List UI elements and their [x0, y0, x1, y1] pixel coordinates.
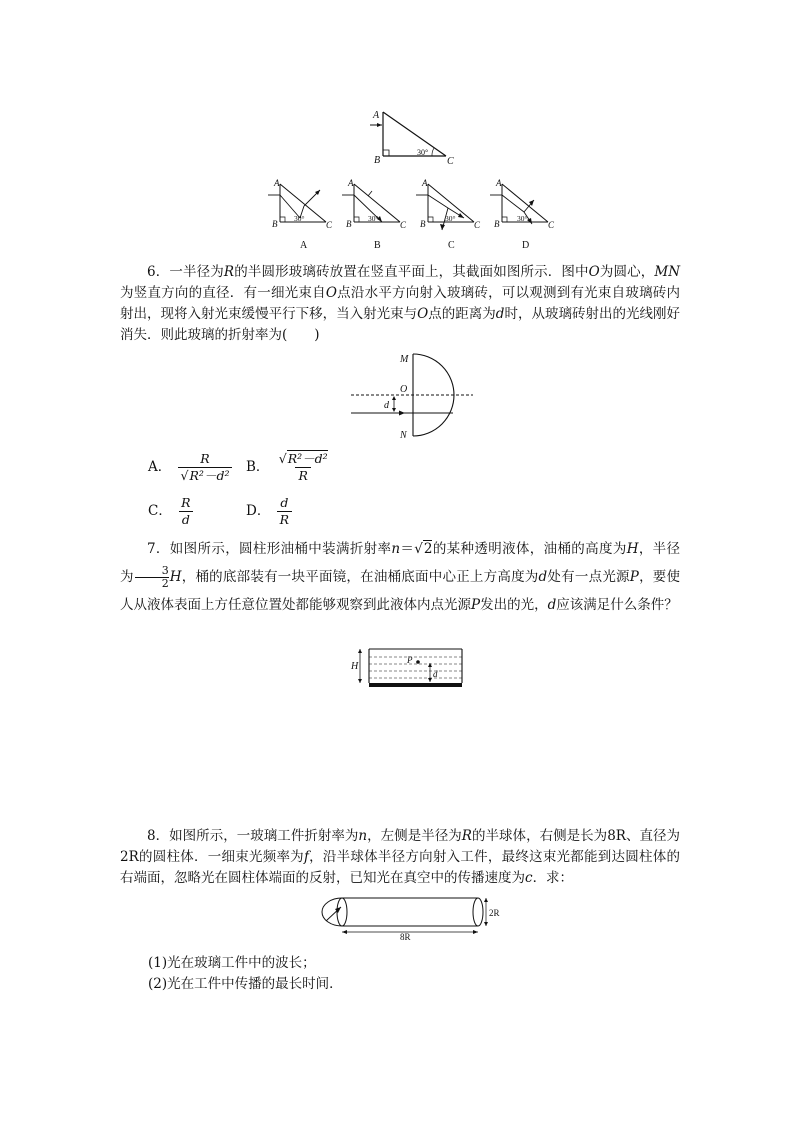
option-figure-b: [338, 178, 416, 253]
opt-c-angle: 30°: [445, 214, 456, 223]
tank-label-p: P: [407, 655, 413, 665]
opt-c-label-b: B: [420, 219, 426, 229]
q8-subquestion-2: (2)光在工件中传播的最长时间．: [148, 976, 343, 992]
opt-d-label-b: B: [494, 219, 500, 229]
cyl-label-diameter: 2R: [489, 908, 500, 918]
top-label-angle: 30°: [417, 148, 429, 157]
q6-option-d[interactable]: D． $\frac{d}{R}$: [246, 496, 294, 527]
opt-c-label-a: A: [422, 178, 428, 188]
option-figure-a: [264, 178, 342, 253]
question-7-text: 7．如图所示，圆柱形油桶中装满折射率n＝√2的某种透明液体，油桶的高度为H，半径为 $\frac{3}{2}$ H，桶的底部装有一块平面镜，在油桶底面中心正上方高度为d处有一点光源P，要使人从液体表面上方任意位置处都能够观察到此液体内点光源P发出的光，d应该满足什么条件？: [120, 541, 681, 613]
glass-cylinder-figure: [318, 894, 508, 942]
opt-d-angle: 30°: [517, 214, 528, 223]
semi-label-m: M: [400, 354, 409, 365]
opt-a-label-c: C: [326, 220, 333, 230]
oil-tank-figure: [348, 645, 468, 693]
top-label-a: A: [373, 110, 380, 121]
top-triangle-figure: [368, 108, 468, 168]
opt-d-label-a: A: [496, 178, 502, 188]
opt-a-label-a: A: [274, 178, 280, 188]
semi-label-o: O: [400, 384, 408, 395]
semi-label-n: N: [400, 430, 407, 441]
question-6-text: 6．一半径为R的半圆形玻璃砖放置在竖直平面上，其截面如图所示．图中O为圆心，MN为竖直方向的直径．有一细光束自O点沿水平方向射入玻璃砖，可以观测到有光束自玻璃砖内射出，现将入射光束缓慢平行下移，当入射光束与O点的距离为d时，从玻璃砖射出的光线刚好消失．则此玻璃的折射率为( ): [120, 264, 681, 343]
q6-option-c[interactable]: C． $\frac{R}{d}$: [148, 496, 196, 527]
opt-c-caption: C: [448, 240, 455, 251]
opt-d-label-c: C: [548, 220, 555, 230]
opt-b-label-c: C: [400, 220, 407, 230]
tank-label-h: H: [351, 661, 359, 672]
opt-b-label-a: A: [348, 178, 354, 188]
opt-a-label-b: B: [272, 219, 278, 229]
semicircle-figure: [345, 348, 480, 444]
option-figure-d: [486, 178, 564, 253]
opt-b-caption: B: [374, 240, 381, 251]
opt-d-caption: D: [522, 240, 530, 251]
opt-a-caption: A: [300, 240, 308, 251]
option-figure-c: [412, 178, 490, 253]
top-label-b: B: [374, 155, 381, 166]
tank-label-d: d: [433, 669, 438, 679]
opt-a-angle: 30°: [294, 214, 305, 223]
opt-b-label-b: B: [346, 219, 352, 229]
cyl-label-length: 8R: [400, 932, 411, 942]
opt-b-angle: 30°: [368, 214, 379, 223]
q8-subquestion-1: (1)光在玻璃工件中的波长；: [148, 955, 316, 971]
question-8-text: 8．如图所示，一玻璃工件折射率为n，左侧是半径为R的半球体，右侧是长为8R、直径为2R的圆柱体．一细束光频率为f，沿半球体半径方向射入工件，最终这束光都能到达圆柱体的右端面，忽略光在圆柱体端面的反射，已知光在真空中的传播速度为c．求：: [120, 828, 681, 886]
opt-c-label-c: C: [474, 220, 481, 230]
semi-label-d: d: [384, 400, 389, 411]
q6-option-b[interactable]: B． $\frac{\text{√R²－d²}}{R}$: [246, 451, 328, 483]
q6-option-a[interactable]: A． $\frac{R}{\text{√R²－d²}}$: [148, 452, 234, 483]
top-label-c: C: [447, 156, 454, 167]
